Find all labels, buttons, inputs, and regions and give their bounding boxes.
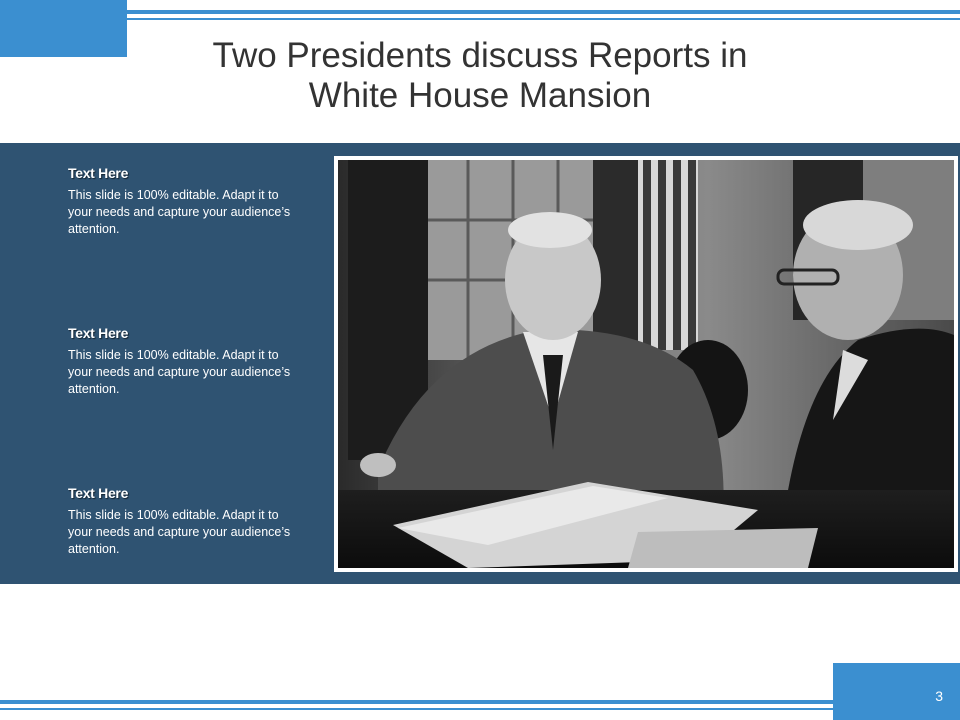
bottom-accent-line [0,700,833,704]
page-number: 3 [935,688,943,704]
photo-frame [334,156,958,572]
slide-title [130,36,830,116]
text-item-3 [68,485,300,558]
text-item-heading: Text Here [68,325,129,341]
bottom-accent-thin-line [0,708,833,710]
text-item-body: This slide is 100% editable. Adapt it to your needs and capture your audience’s attention. [68,188,291,236]
text-item-heading: Text Here [68,485,129,501]
text-item-body: This slide is 100% editable. Adapt it to your needs and capture your audience’s attention. [68,348,291,396]
top-accent-thin-line [127,18,960,20]
text-item-heading: Text Here [68,165,129,181]
text-item-1 [68,165,300,238]
top-left-accent-block [0,0,127,57]
top-accent-line [127,10,960,14]
text-item-2 [68,325,300,398]
title-line-1: Two Presidents discuss Reports in [212,36,748,75]
presidents-photo [338,160,954,568]
title-line-2: White House Mansion [308,76,652,115]
text-item-body: This slide is 100% editable. Adapt it to your needs and capture your audience’s attention. [68,508,291,556]
